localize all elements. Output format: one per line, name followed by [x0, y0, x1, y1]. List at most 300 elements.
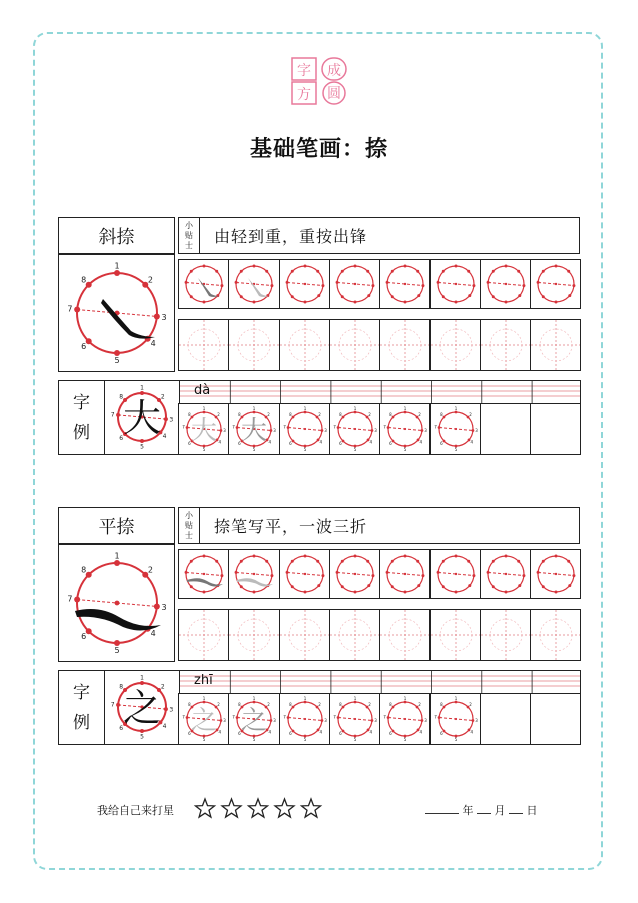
clock-dot [341, 440, 344, 443]
clock-dot [190, 585, 193, 588]
clock-number: 2 [317, 701, 321, 707]
clock-dot [86, 282, 92, 288]
clock-number: 1 [303, 695, 306, 701]
clock-number: 8 [238, 701, 242, 707]
clock-number: 3 [273, 428, 277, 434]
practice-cell[interactable] [530, 609, 581, 661]
clock-number: 6 [439, 730, 443, 736]
practice-cell[interactable] [480, 403, 531, 455]
clock-number: 6 [188, 440, 191, 446]
clock-number: 6 [339, 730, 342, 736]
clock-dot [542, 270, 545, 273]
practice-cell[interactable] [178, 693, 229, 745]
clock-number: 1 [353, 695, 357, 701]
clock-number: 5 [202, 737, 206, 742]
pinyin-row[interactable] [179, 380, 581, 404]
clock-number: 8 [389, 411, 392, 417]
clock-dot [353, 555, 356, 558]
clock-dot [303, 301, 306, 304]
clock-dot [190, 560, 193, 563]
stroke-sample [75, 609, 161, 631]
pinyin-row[interactable] [179, 670, 581, 694]
clock-number: 2 [317, 411, 321, 417]
clock-dot [253, 701, 256, 704]
clock-number: 5 [253, 737, 256, 742]
clock-number: 7 [110, 411, 115, 419]
clock-number: 5 [353, 447, 357, 452]
clock-number: 8 [81, 565, 87, 575]
clock-number: 3 [474, 428, 478, 434]
clock-number: 1 [140, 384, 144, 392]
clock-number: 6 [238, 440, 242, 446]
clock-dot [316, 560, 319, 563]
clock-number: 7 [232, 424, 236, 430]
clock-dot [366, 560, 369, 563]
practice-cell[interactable] [279, 403, 330, 455]
clock-dot [442, 416, 445, 419]
clock-number: 1 [140, 674, 144, 682]
clock-dot [568, 584, 571, 587]
clock-number: 3 [323, 428, 327, 434]
clock-dot [353, 411, 356, 414]
practice-cell[interactable] [530, 259, 581, 309]
practice-cell[interactable] [430, 259, 481, 309]
clock-number: 1 [454, 695, 457, 701]
clock-dot [203, 701, 206, 704]
clock-dot [303, 701, 306, 704]
clock-number: 4 [162, 432, 167, 440]
practice-cell[interactable] [178, 403, 229, 455]
practice-cell[interactable] [530, 549, 581, 599]
clock-number: 5 [353, 737, 357, 742]
clock-dot [353, 701, 356, 704]
svg-text:方: 方 [297, 87, 311, 103]
clock-number: 4 [218, 439, 222, 445]
clock-dot [404, 591, 407, 594]
clock-dot [341, 560, 344, 563]
clock-dot [392, 730, 395, 733]
clock-number: 6 [119, 434, 124, 442]
practice-cell[interactable] [228, 609, 279, 661]
clock-dot [392, 440, 395, 443]
clock-number: 3 [474, 718, 478, 724]
clock-number: 3 [223, 428, 226, 434]
clock-dot [290, 270, 293, 273]
practice-cell[interactable] [379, 693, 430, 745]
clock-dot [220, 284, 223, 287]
practice-cell[interactable] [329, 693, 380, 745]
pinyin-text: dà [194, 383, 211, 398]
stroke-sample [101, 299, 155, 339]
clock-dot [417, 584, 420, 587]
clock-dot [492, 585, 495, 588]
practice-cell[interactable] [178, 259, 229, 309]
clock-dot [472, 284, 475, 287]
svg-text:大: 大 [190, 416, 218, 446]
clock-number: 3 [374, 718, 377, 724]
clock-dot [542, 295, 545, 298]
clock-dot [555, 301, 558, 304]
clock-number: 4 [268, 439, 272, 445]
clock-dot [353, 591, 356, 594]
clock-dot [555, 555, 558, 558]
clock-dot [422, 574, 425, 577]
practice-cell[interactable] [329, 609, 380, 661]
practice-cell[interactable] [329, 549, 380, 599]
clock-number: 2 [468, 411, 472, 417]
clock-number: 1 [202, 695, 206, 701]
practice-cell[interactable] [279, 609, 330, 661]
clock-dot [290, 585, 293, 588]
clock-dot [114, 270, 120, 276]
practice-cell[interactable] [480, 609, 531, 661]
clock-number: 8 [439, 411, 443, 417]
clock-number: 8 [119, 683, 124, 691]
clock-number: 4 [150, 629, 156, 639]
stroke-demo [58, 544, 175, 662]
practice-cell[interactable] [379, 609, 430, 661]
clock-number: 5 [140, 443, 144, 451]
clock-dot [341, 730, 344, 733]
stroke-name: 平捺 [58, 507, 175, 544]
clock-number: 1 [253, 695, 256, 701]
clock-dot [240, 270, 243, 273]
clock-number: 1 [353, 405, 357, 411]
clock-dot [404, 265, 407, 268]
svg-text:圆: 圆 [327, 86, 341, 102]
clock-dot [441, 270, 444, 273]
clock-dot [504, 265, 507, 268]
star-icon[interactable] [275, 799, 294, 817]
clock-number: 8 [188, 411, 191, 417]
clock-dot [467, 270, 470, 273]
clock-dot [270, 719, 273, 722]
clock-number: 7 [67, 304, 73, 314]
clock-number: 2 [160, 393, 165, 401]
clock-dot [371, 284, 374, 287]
clock-dot [454, 701, 457, 704]
clock-dot [504, 555, 507, 558]
clock-dot [290, 560, 293, 563]
clock-number: 4 [369, 439, 372, 445]
clock-dot [442, 706, 445, 709]
clock-number: 4 [369, 729, 372, 735]
clock-number: 3 [374, 428, 377, 434]
tip-text: 由轻到重，重按出锋 [214, 227, 368, 246]
practice-cell[interactable] [379, 549, 430, 599]
clock-number: 8 [439, 701, 443, 707]
clock-dot [392, 706, 395, 709]
clock-number: 7 [182, 424, 185, 430]
clock-number: 4 [470, 439, 473, 445]
clock-dot [317, 294, 320, 297]
practice-cell[interactable] [530, 403, 581, 455]
clock-dot [203, 591, 206, 594]
clock-number: 6 [188, 730, 191, 736]
page-title: 基础笔画：捺 [249, 137, 388, 162]
practice-cell[interactable] [379, 403, 430, 455]
clock-dot [253, 265, 256, 268]
clock-number: 3 [223, 718, 226, 724]
star-icon[interactable] [196, 799, 215, 817]
clock-number: 5 [303, 447, 306, 452]
clock-dot [215, 560, 218, 563]
clock-number: 6 [288, 730, 292, 736]
clock-dot [190, 270, 193, 273]
clock-number: 6 [81, 342, 87, 352]
example-glyph: 之 [122, 686, 162, 730]
clock-dot [353, 265, 356, 268]
clock-dot [291, 416, 294, 419]
practice-cell[interactable] [178, 549, 229, 599]
clock-number: 4 [419, 729, 423, 735]
stroke-name: 斜捺 [58, 217, 175, 254]
clock-number: 3 [169, 706, 174, 714]
clock-dot [518, 294, 521, 297]
clock-dot [341, 270, 344, 273]
clock-dot [391, 560, 394, 563]
clock-dot [504, 591, 507, 594]
clock-dot [542, 585, 545, 588]
clock-dot [454, 265, 457, 268]
svg-text:之: 之 [241, 706, 268, 736]
svg-text:之: 之 [190, 706, 218, 736]
clock-number: 5 [403, 737, 407, 742]
clock-dot [517, 560, 520, 563]
clock-dot [240, 560, 243, 563]
practice-cell[interactable] [530, 693, 581, 745]
clock-number: 7 [333, 714, 336, 720]
clock-dot [391, 270, 394, 273]
clock-dot [270, 429, 273, 432]
clock-number: 2 [217, 701, 220, 707]
pinyin-text: zhī [194, 673, 213, 688]
clock-dot [367, 584, 370, 587]
clock-dot [366, 270, 369, 273]
clock-number: 5 [303, 737, 306, 742]
clock-dot [555, 591, 558, 594]
clock-dot [370, 719, 373, 722]
practice-cell[interactable] [480, 549, 531, 599]
practice-cell[interactable] [379, 319, 430, 371]
practice-cell[interactable] [178, 319, 229, 371]
clock-dot [567, 560, 570, 563]
practice-cell[interactable] [430, 403, 481, 455]
clock-number: 6 [81, 632, 87, 642]
clock-dot [291, 440, 294, 443]
clock-number: 7 [383, 714, 386, 720]
clock-dot [442, 730, 445, 733]
rating-stars[interactable] [193, 797, 328, 821]
clock-number: 1 [202, 405, 206, 411]
clock-number: 2 [368, 411, 371, 417]
practice-cell[interactable] [228, 693, 279, 745]
clock-dot [467, 560, 470, 563]
clock-dot [271, 284, 274, 287]
clock-dot [416, 560, 419, 563]
practice-cell[interactable] [430, 319, 481, 371]
tip-mark: 小 贴 士 [179, 218, 200, 253]
clock-dot [303, 555, 306, 558]
clock-number: 1 [253, 405, 256, 411]
clock-number: 4 [150, 339, 156, 349]
clock-number: 3 [323, 718, 327, 724]
day-label: 日 [526, 804, 538, 817]
clock-dot [367, 294, 370, 297]
practice-cell[interactable] [279, 319, 330, 371]
clock-dot [522, 284, 525, 287]
practice-cell[interactable] [329, 319, 380, 371]
clock-dot [421, 429, 424, 432]
practice-cell[interactable] [279, 693, 330, 745]
practice-cell[interactable] [329, 403, 380, 455]
clock-number: 1 [114, 261, 120, 271]
clock-number: 3 [424, 718, 427, 724]
clock-dot [114, 560, 120, 566]
clock-dot [290, 295, 293, 298]
star-icon[interactable] [249, 799, 268, 817]
practice-cell[interactable] [228, 319, 279, 371]
clock-number: 7 [282, 424, 286, 430]
star-icon[interactable] [302, 799, 321, 817]
clock-dot [215, 270, 218, 273]
clock-number: 2 [267, 701, 271, 707]
practice-cell[interactable] [430, 549, 481, 599]
clock-dot [253, 411, 256, 414]
tip-box [178, 507, 580, 544]
clock-dot [454, 411, 457, 414]
clock-number: 6 [339, 440, 342, 446]
clock-number: 3 [169, 416, 174, 424]
clock-dot [86, 628, 92, 634]
clock-dot [392, 416, 395, 419]
practice-cell[interactable] [329, 259, 380, 309]
clock-number: 5 [253, 447, 256, 452]
clock-number: 4 [218, 729, 222, 735]
clock-number: 4 [419, 439, 423, 445]
clock-dot [568, 294, 571, 297]
clock-number: 3 [161, 312, 167, 322]
practice-cell[interactable] [430, 693, 481, 745]
clock-dot [522, 574, 525, 577]
practice-cell[interactable] [228, 403, 279, 455]
clock-dot [253, 591, 256, 594]
tip-mark: 小 贴 士 [179, 508, 200, 543]
clock-dot [442, 440, 445, 443]
clock-number: 5 [454, 737, 457, 742]
clock-dot [555, 265, 558, 268]
clock-dot [303, 265, 306, 268]
practice-cell[interactable] [480, 319, 531, 371]
clock-dot [422, 284, 425, 287]
practice-cell[interactable] [228, 549, 279, 599]
practice-cell[interactable] [178, 609, 229, 661]
clock-number: 8 [238, 411, 242, 417]
clock-dot [271, 574, 274, 577]
svg-text:大: 大 [241, 416, 268, 446]
clock-number: 6 [439, 440, 443, 446]
clock-dot [468, 294, 471, 297]
clock-dot [253, 301, 256, 304]
clock-dot [573, 284, 576, 287]
practice-cell[interactable] [279, 259, 330, 309]
clock-dot [441, 295, 444, 298]
clock-dot [303, 591, 306, 594]
practice-cell[interactable] [480, 259, 531, 309]
clock-number: 3 [161, 602, 167, 612]
clock-number: 7 [383, 424, 386, 430]
date-field[interactable] [425, 802, 538, 818]
example-character [104, 380, 180, 455]
svg-text:成: 成 [327, 63, 341, 79]
clock-dot [320, 719, 323, 722]
clock-number: 7 [333, 424, 336, 430]
clock-number: 3 [273, 718, 277, 724]
clock-dot [203, 555, 206, 558]
clock-number: 6 [238, 730, 242, 736]
clock-number: 8 [119, 393, 124, 401]
practice-cell[interactable] [279, 549, 330, 599]
clock-number: 8 [288, 701, 292, 707]
clock-number: 7 [282, 714, 286, 720]
clock-number: 4 [162, 722, 167, 730]
clock-number: 8 [81, 275, 87, 285]
example-label: 字 例 [58, 380, 105, 455]
clock-number: 4 [470, 729, 473, 735]
clock-number: 7 [232, 714, 236, 720]
clock-dot [341, 585, 344, 588]
clock-dot [421, 719, 424, 722]
clock-dot [86, 338, 92, 344]
clock-dot [203, 265, 206, 268]
clock-dot [391, 585, 394, 588]
practice-cell[interactable] [379, 259, 430, 309]
star-icon[interactable] [222, 799, 241, 817]
clock-number: 2 [267, 411, 271, 417]
clock-dot [454, 555, 457, 558]
clock-dot [468, 584, 471, 587]
clock-number: 2 [147, 565, 153, 575]
practice-cell[interactable] [228, 259, 279, 309]
clock-dot [504, 301, 507, 304]
practice-cell[interactable] [530, 319, 581, 371]
clock-number: 8 [288, 411, 292, 417]
clock-dot [341, 295, 344, 298]
clock-dot [190, 295, 193, 298]
clock-number: 7 [433, 714, 437, 720]
clock-dot [517, 270, 520, 273]
clock-dot [492, 295, 495, 298]
clock-number: 2 [418, 701, 422, 707]
practice-cell[interactable] [480, 693, 531, 745]
example-character [104, 670, 180, 745]
clock-number: 1 [114, 551, 120, 561]
clock-dot [321, 574, 324, 577]
clock-dot [317, 584, 320, 587]
clock-dot [240, 585, 243, 588]
clock-dot [266, 270, 269, 273]
example-glyph: 大 [122, 396, 162, 440]
clock-number: 1 [403, 695, 407, 701]
clock-dot [341, 706, 344, 709]
practice-cell[interactable] [430, 609, 481, 661]
clock-dot [240, 295, 243, 298]
clock-number: 2 [418, 411, 422, 417]
clock-dot [492, 560, 495, 563]
month-label: 月 [494, 804, 506, 817]
clock-dot [567, 270, 570, 273]
clock-dot [291, 706, 294, 709]
